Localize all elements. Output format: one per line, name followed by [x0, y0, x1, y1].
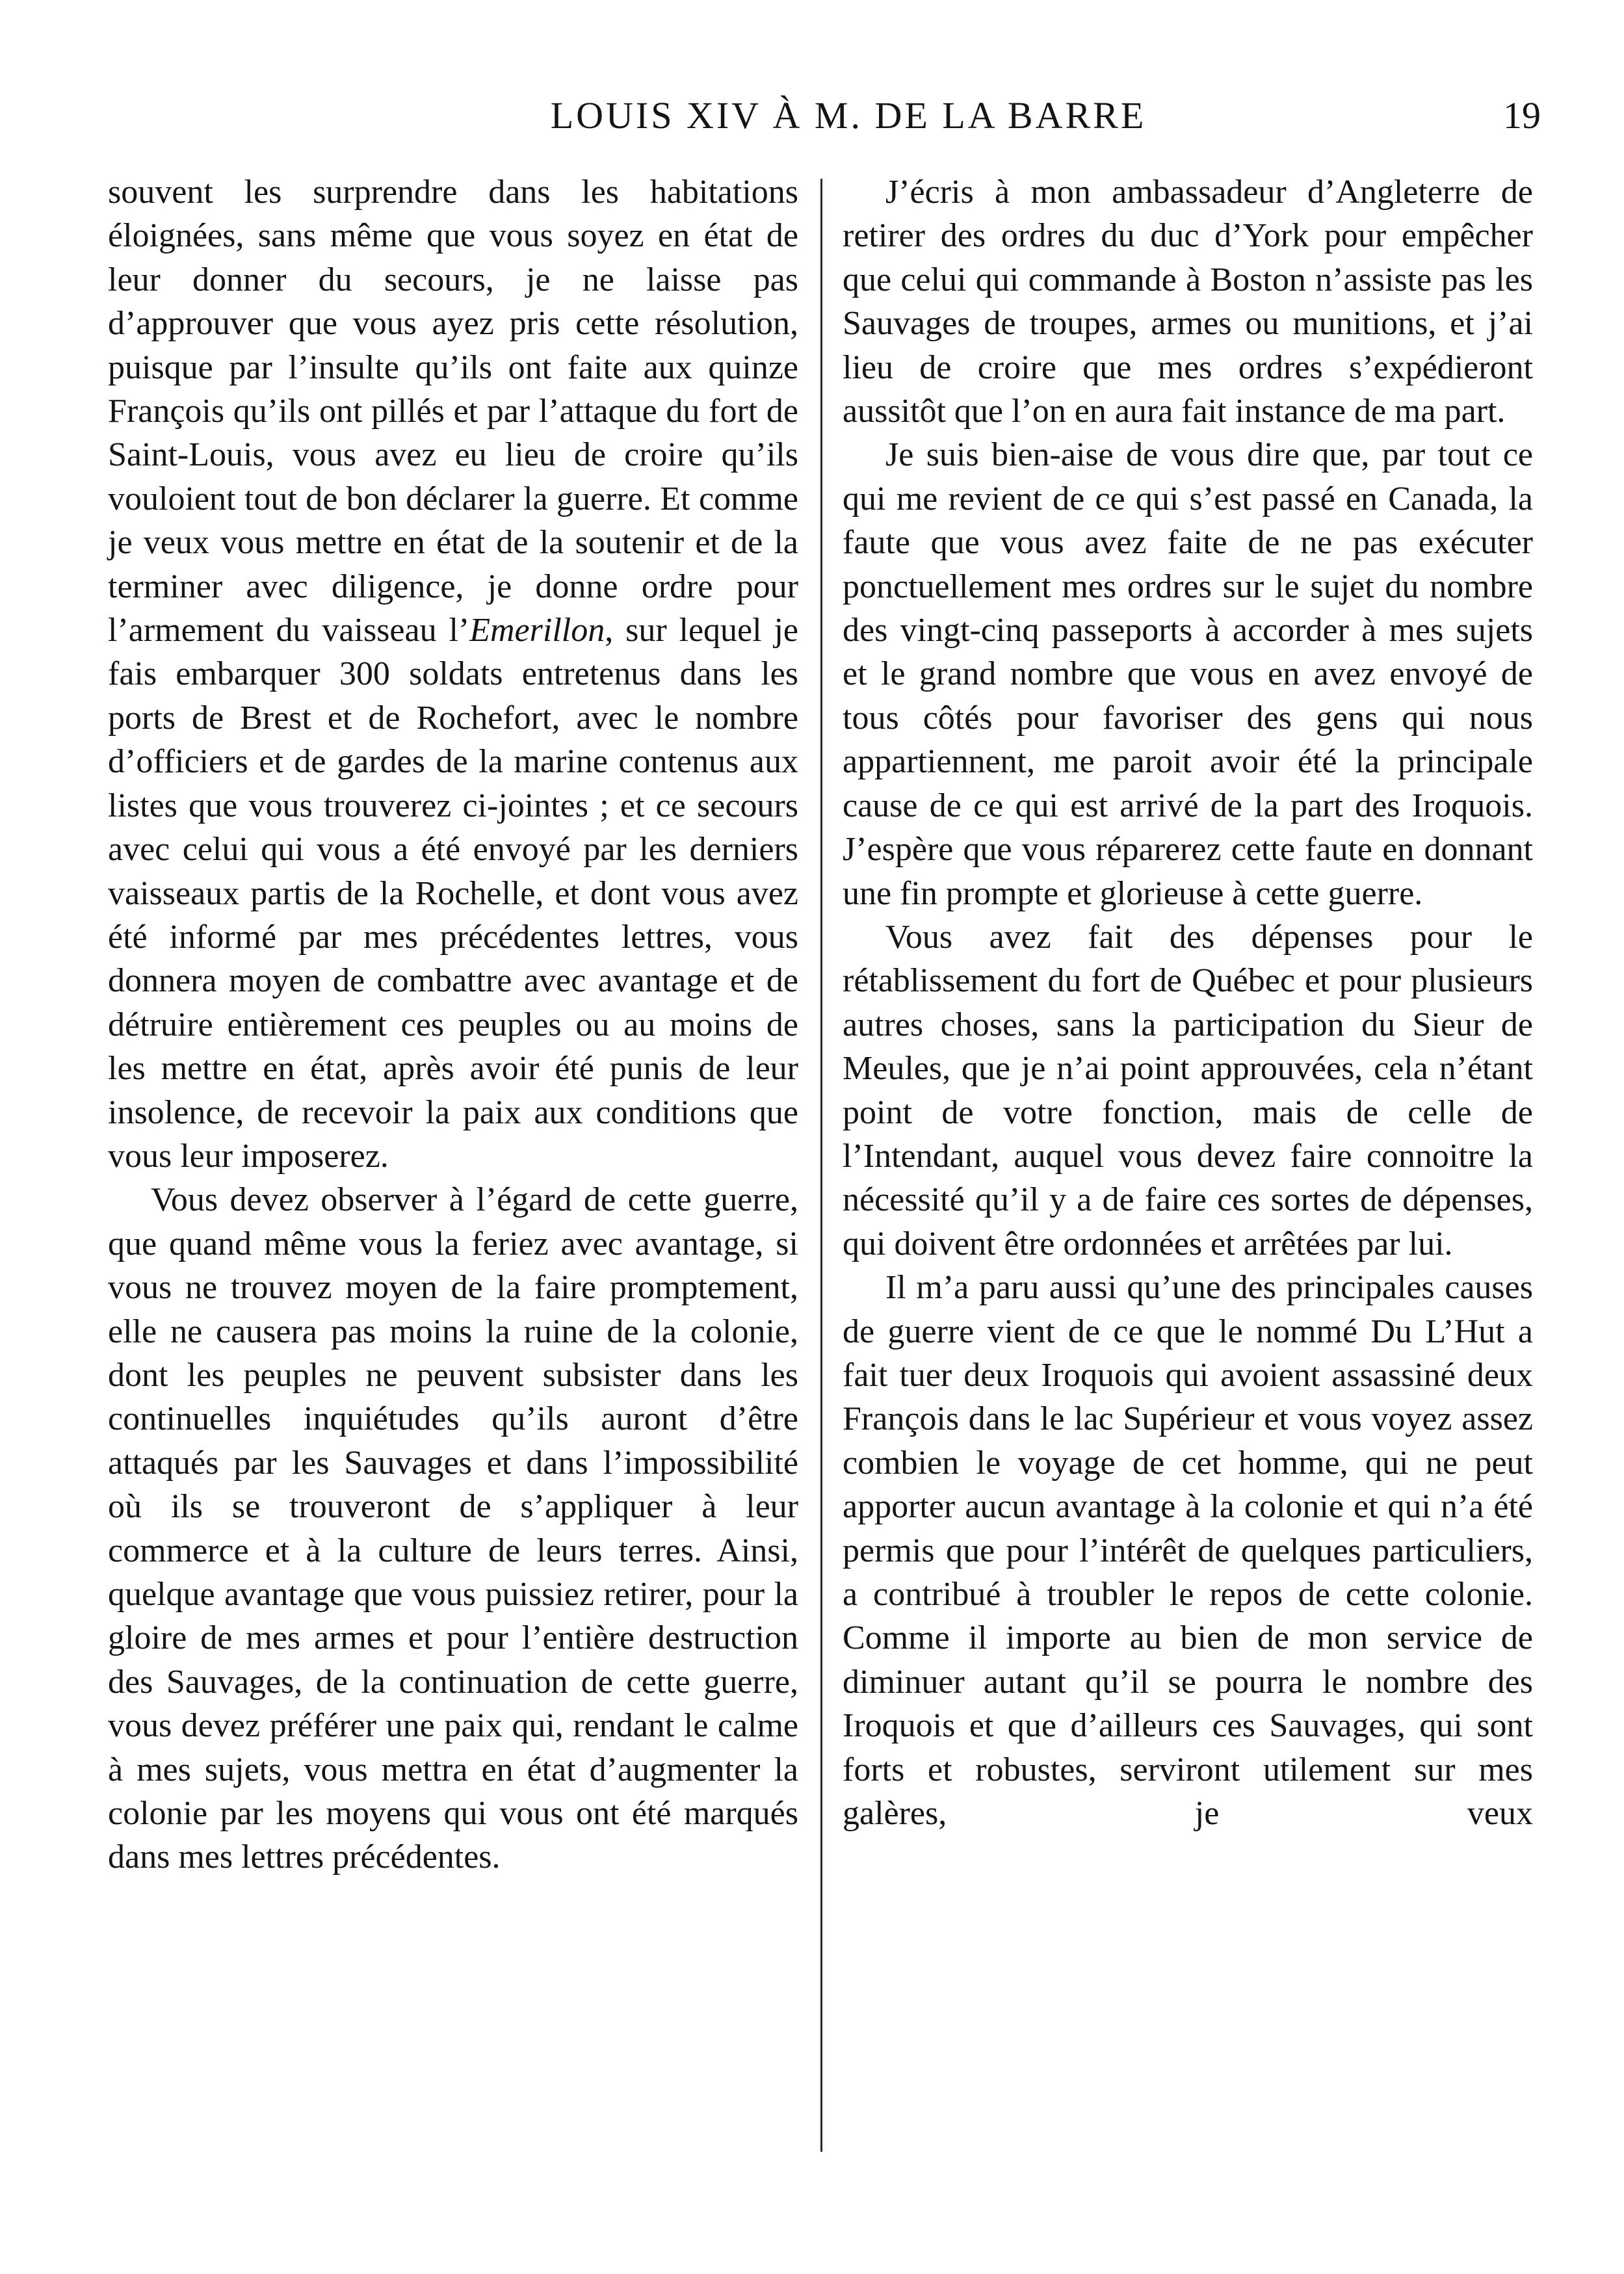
- right-paragraph-3: Vous avez fait des dépenses pour le rétablissement du fort de Québec et pour plusieurs autres choses, sans la participation du Sieur de Meules, que je n’ai point approuvées, cela n’étant point de votre fonction, mais de celle de l’Intendant, auquel vous devez faire connoitre la nécessité qu’il y a de faire ces sortes de dépenses, qui doivent être ordonnées et arrêtées par lui.: [843, 918, 1533, 1262]
- left-paragraph-1: [108, 170, 798, 1178]
- column-divider: [820, 179, 822, 2152]
- right-paragraph-4: Il m’a paru aussi qu’une des principales causes de guerre vient de ce que le nommé Du L’Hut a fait tuer deux Iroquois qui avoient assassiné deux François dans le lac Supérieur et vous voyez assez combien le voyage de cet homme, qui ne peut apporter aucun avantage à la colonie et qui n’a été permis que pour l’intérêt de quelques particuliers, a contribué à troubler le repos de cette colonie. Comme il importe au bien de mon service de diminuer autant qu’il se pourra le nombre des Iroquois et que d’ailleurs ces Sauvages, qui sont forts et robustes, serviront utilement sur mes galères, je veux: [843, 1269, 1533, 1833]
- running-head-title: LOUIS XIV À M. DE LA BARRE: [550, 94, 1147, 137]
- page-number: 19: [1503, 94, 1541, 137]
- right-paragraph-2: Je suis bien-aise de vous dire que, par tout ce qui me revient de ce qui s’est passé en Canada, la faute que vous avez faite de ne pas exécuter ponctuellement mes ordres sur le sujet du nombre des vingt-cinq passeports à accorder à mes sujets et le grand nombre que vous en avez envoyé de tous côtés pour favoriser des gens qui nous appartiennent, me paroit avoir été la principale cause de ce qui est arrivé de la part des Iroquois. J’espère que vous réparerez cette faute en donnant une fin prompte et glorieuse à cette guerre.: [843, 436, 1533, 912]
- left-paragraph-2: Vous devez observer à l’égard de cette guerre, que quand même vous la feriez avec avantage, si vous ne trouvez moyen de la faire promptement, elle ne causera pas moins la ruine de la colonie, dont les peuples ne peuvent subsister dans les continuelles inquiétudes qu’ils auront d’être attaqués par les Sauvages et dans l’impossibilité où ils se trouveront de s’appliquer à leur commerce et à la culture de leurs terres. Ainsi, quelque avantage que vous puissiez retirer, pour la gloire de mes armes et pour l’entière destruction des Sauvages, de la continuation de cette guerre, vous devez préférer une paix qui, rendant le calme à mes sujets, vous mettra en état d’augmenter la colonie par les moyens qui vous ont été marqués dans mes lettres précédentes.: [108, 1181, 798, 1876]
- ship-name-emerillon: Emerillon: [469, 612, 605, 649]
- right-column: [843, 170, 1533, 1835]
- left-column: [108, 170, 798, 1879]
- running-head: [104, 90, 1541, 142]
- right-paragraph-1: J’écris à mon ambassadeur d’Angleterre de retirer des ordres du duc d’York pour empêcher que celui qui commande à Boston n’assiste pas les Sauvages de troupes, armes ou munitions, et j’ai lieu de croire que mes ordres s’expédieront aussitôt que l’on en aura fait instance de ma part.: [843, 174, 1533, 430]
- left-paragraph-1-text: souvent les surprendre dans les habitations éloignées, sans même que vous soyez en état de leur donner du secours, je ne laisse pas d’approuver que vous ayez pris cette résolution, puisque par l’insulte qu’ils ont faite aux quinze François qu’ils ont pillés et par l’attaque du fort de Saint-Louis, vous avez eu lieu de croire qu’ils vouloient tout de bon déclarer la guerre. Et comme je veux vous mettre en état de la soutenir et de la terminer avec diligence, je donne ordre pour l’armement du vaisseau l’: [108, 174, 798, 649]
- left-paragraph-1-rest: , sur lequel je fais embarquer 300 soldats entretenus dans les ports de Brest et de Rochefort, avec le nombre d’officiers et de gardes de la marine contenus aux listes que vous trouverez ci-jointes ; et ce secours avec celui qui vous a été envoyé par les derniers vaisseaux partis de la Rochelle, et dont vous avez été informé par mes précédentes lettres, vous donnera moyen de combattre avec avantage et de détruire entièrement ces peuples ou au moins de les mettre en état, après avoir été punis de leur insolence, de recevoir la paix aux conditions que vous leur imposerez.: [108, 612, 798, 1175]
